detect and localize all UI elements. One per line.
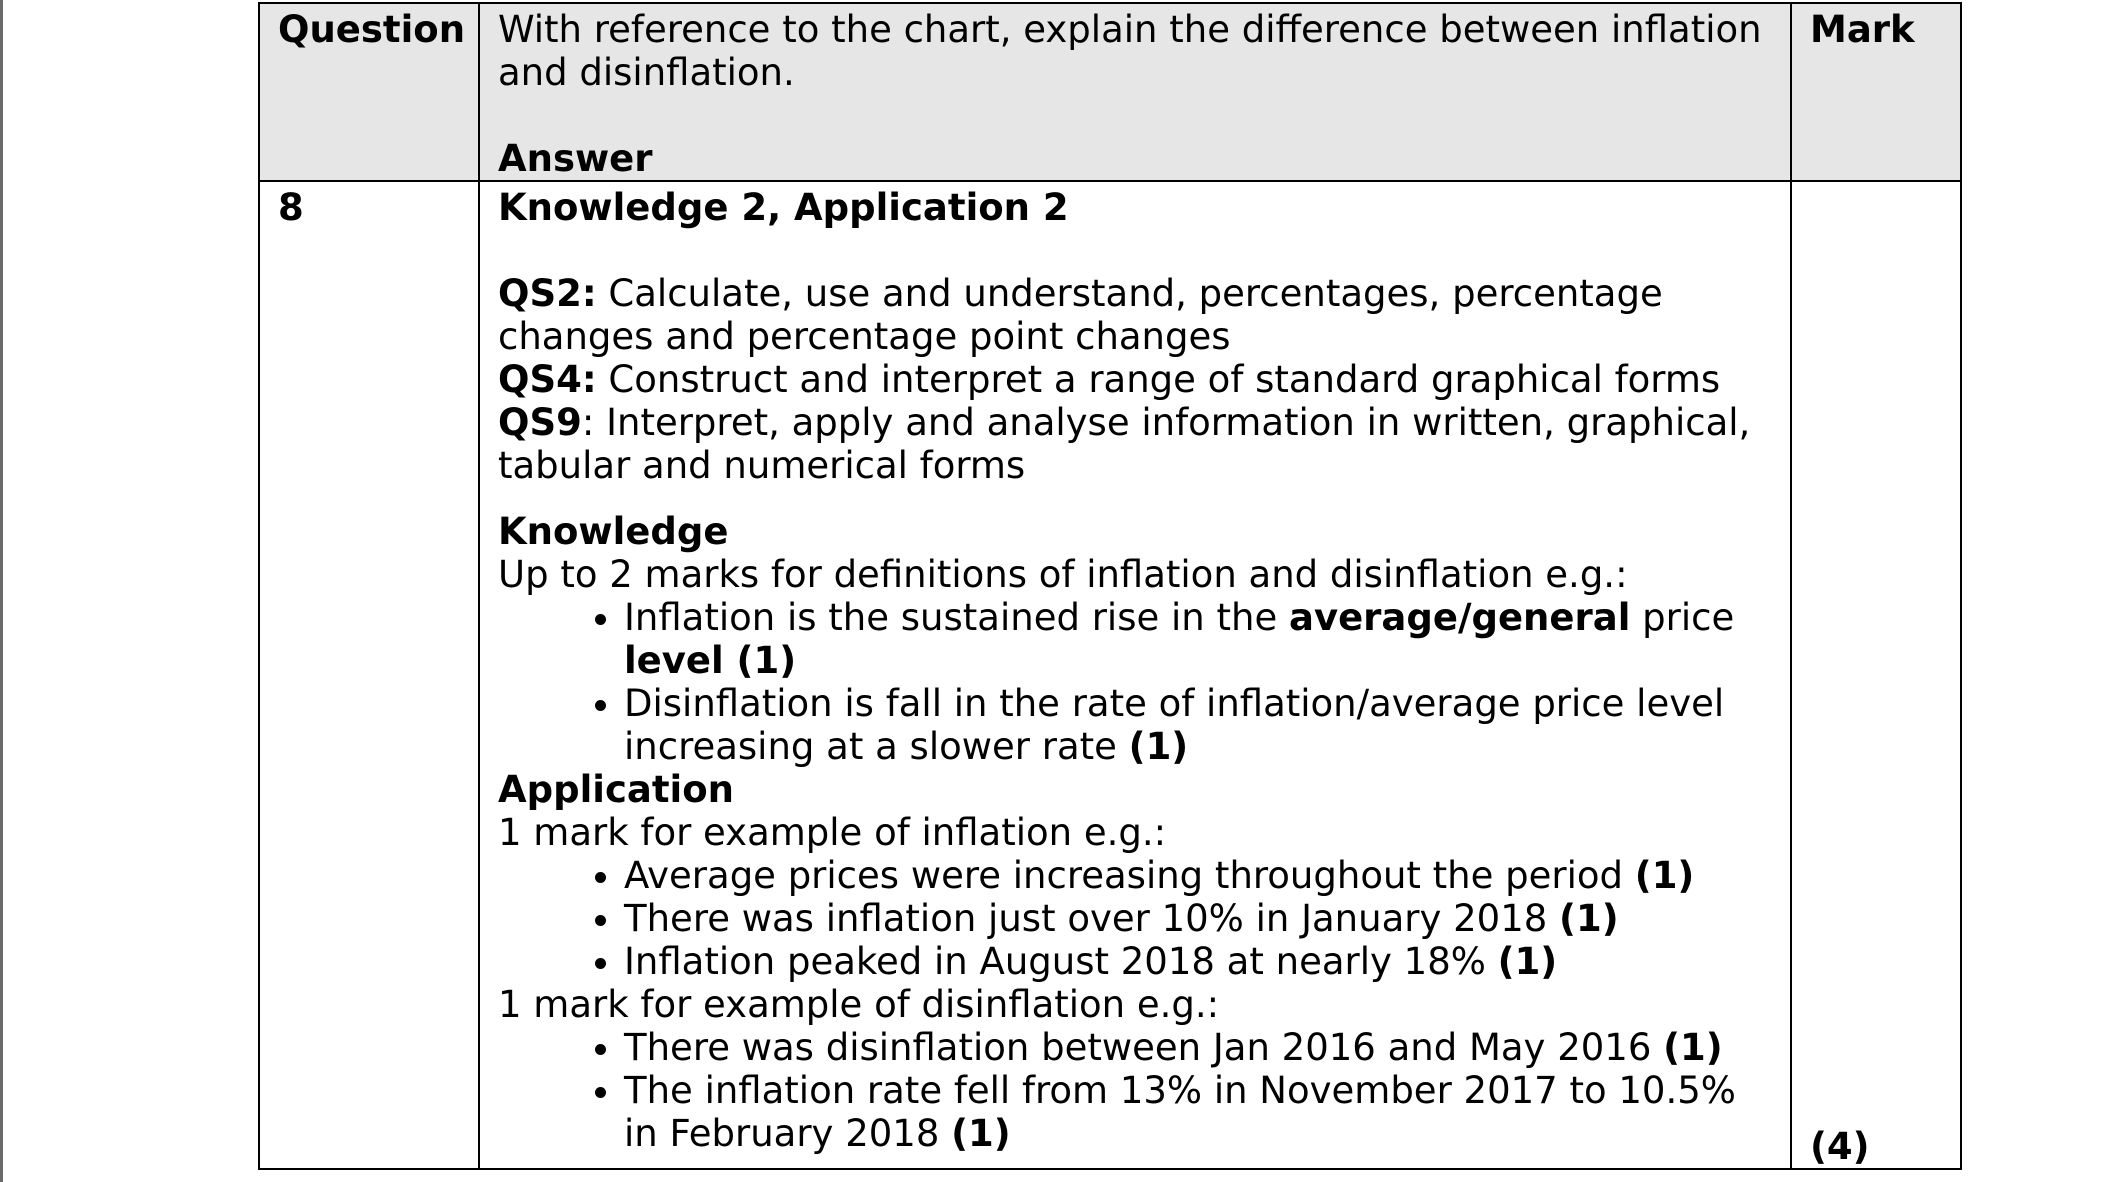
ao-heading: Knowledge 2, Application 2	[498, 186, 1069, 229]
mark-scheme-table	[258, 2, 1962, 1170]
application-heading: Application	[498, 768, 735, 811]
inflation-intro: 1 mark for example of inflation e.g.:	[498, 811, 1167, 854]
total-mark: (4)	[1810, 1125, 1870, 1168]
mark-cell	[1791, 181, 1961, 1169]
question-header: Question	[278, 8, 466, 51]
list-item: • Inflation is the sustained rise in the average/general price level (1)	[624, 596, 1772, 682]
list-item: • Average prices were increasing throughout the period (1)	[624, 854, 1772, 897]
mark-header: Mark	[1810, 8, 1915, 51]
question-prompt: With reference to the chart, explain the difference between inflation and disinflation.	[498, 8, 1762, 94]
answer-row	[259, 181, 1961, 1169]
answer-header: Answer	[498, 137, 653, 180]
qs-item: QS9: Interpret, apply and analyse information in written, graphical, tabular and numerical forms	[498, 401, 1751, 487]
disinflation-intro: 1 mark for example of disinflation e.g.:	[498, 983, 1220, 1026]
knowledge-list	[498, 596, 1772, 768]
question-number-cell	[259, 181, 479, 1169]
mark-header-cell	[1791, 3, 1961, 181]
list-item: • Inflation peaked in August 2018 at nearly 18% (1)	[624, 940, 1772, 983]
qs-item: QS2: Calculate, use and understand, percentages, percentage changes and percentage point changes	[498, 272, 1663, 358]
prompt-cell	[479, 3, 1791, 181]
page-edge	[0, 0, 3, 1182]
inflation-examples	[498, 854, 1772, 983]
question-number: 8	[278, 186, 304, 229]
list-item: • The inflation rate fell from 13% in November 2017 to 10.5% in February 2018 (1)	[624, 1069, 1772, 1155]
knowledge-heading: Knowledge	[498, 510, 729, 553]
disinflation-examples	[498, 1026, 1772, 1155]
list-item: • There was disinflation between Jan 2016 and May 2016 (1)	[624, 1026, 1772, 1069]
list-item: • There was inflation just over 10% in January 2018 (1)	[624, 897, 1772, 940]
answer-cell	[479, 181, 1791, 1169]
knowledge-intro: Up to 2 marks for definitions of inflation and disinflation e.g.:	[498, 553, 1628, 596]
header-row	[259, 3, 1961, 181]
list-item: • Disinflation is fall in the rate of inflation/average price level increasing at a slower rate (1)	[624, 682, 1772, 768]
question-header-cell	[259, 3, 479, 181]
qs-item: QS4: Construct and interpret a range of standard graphical forms	[498, 358, 1721, 401]
